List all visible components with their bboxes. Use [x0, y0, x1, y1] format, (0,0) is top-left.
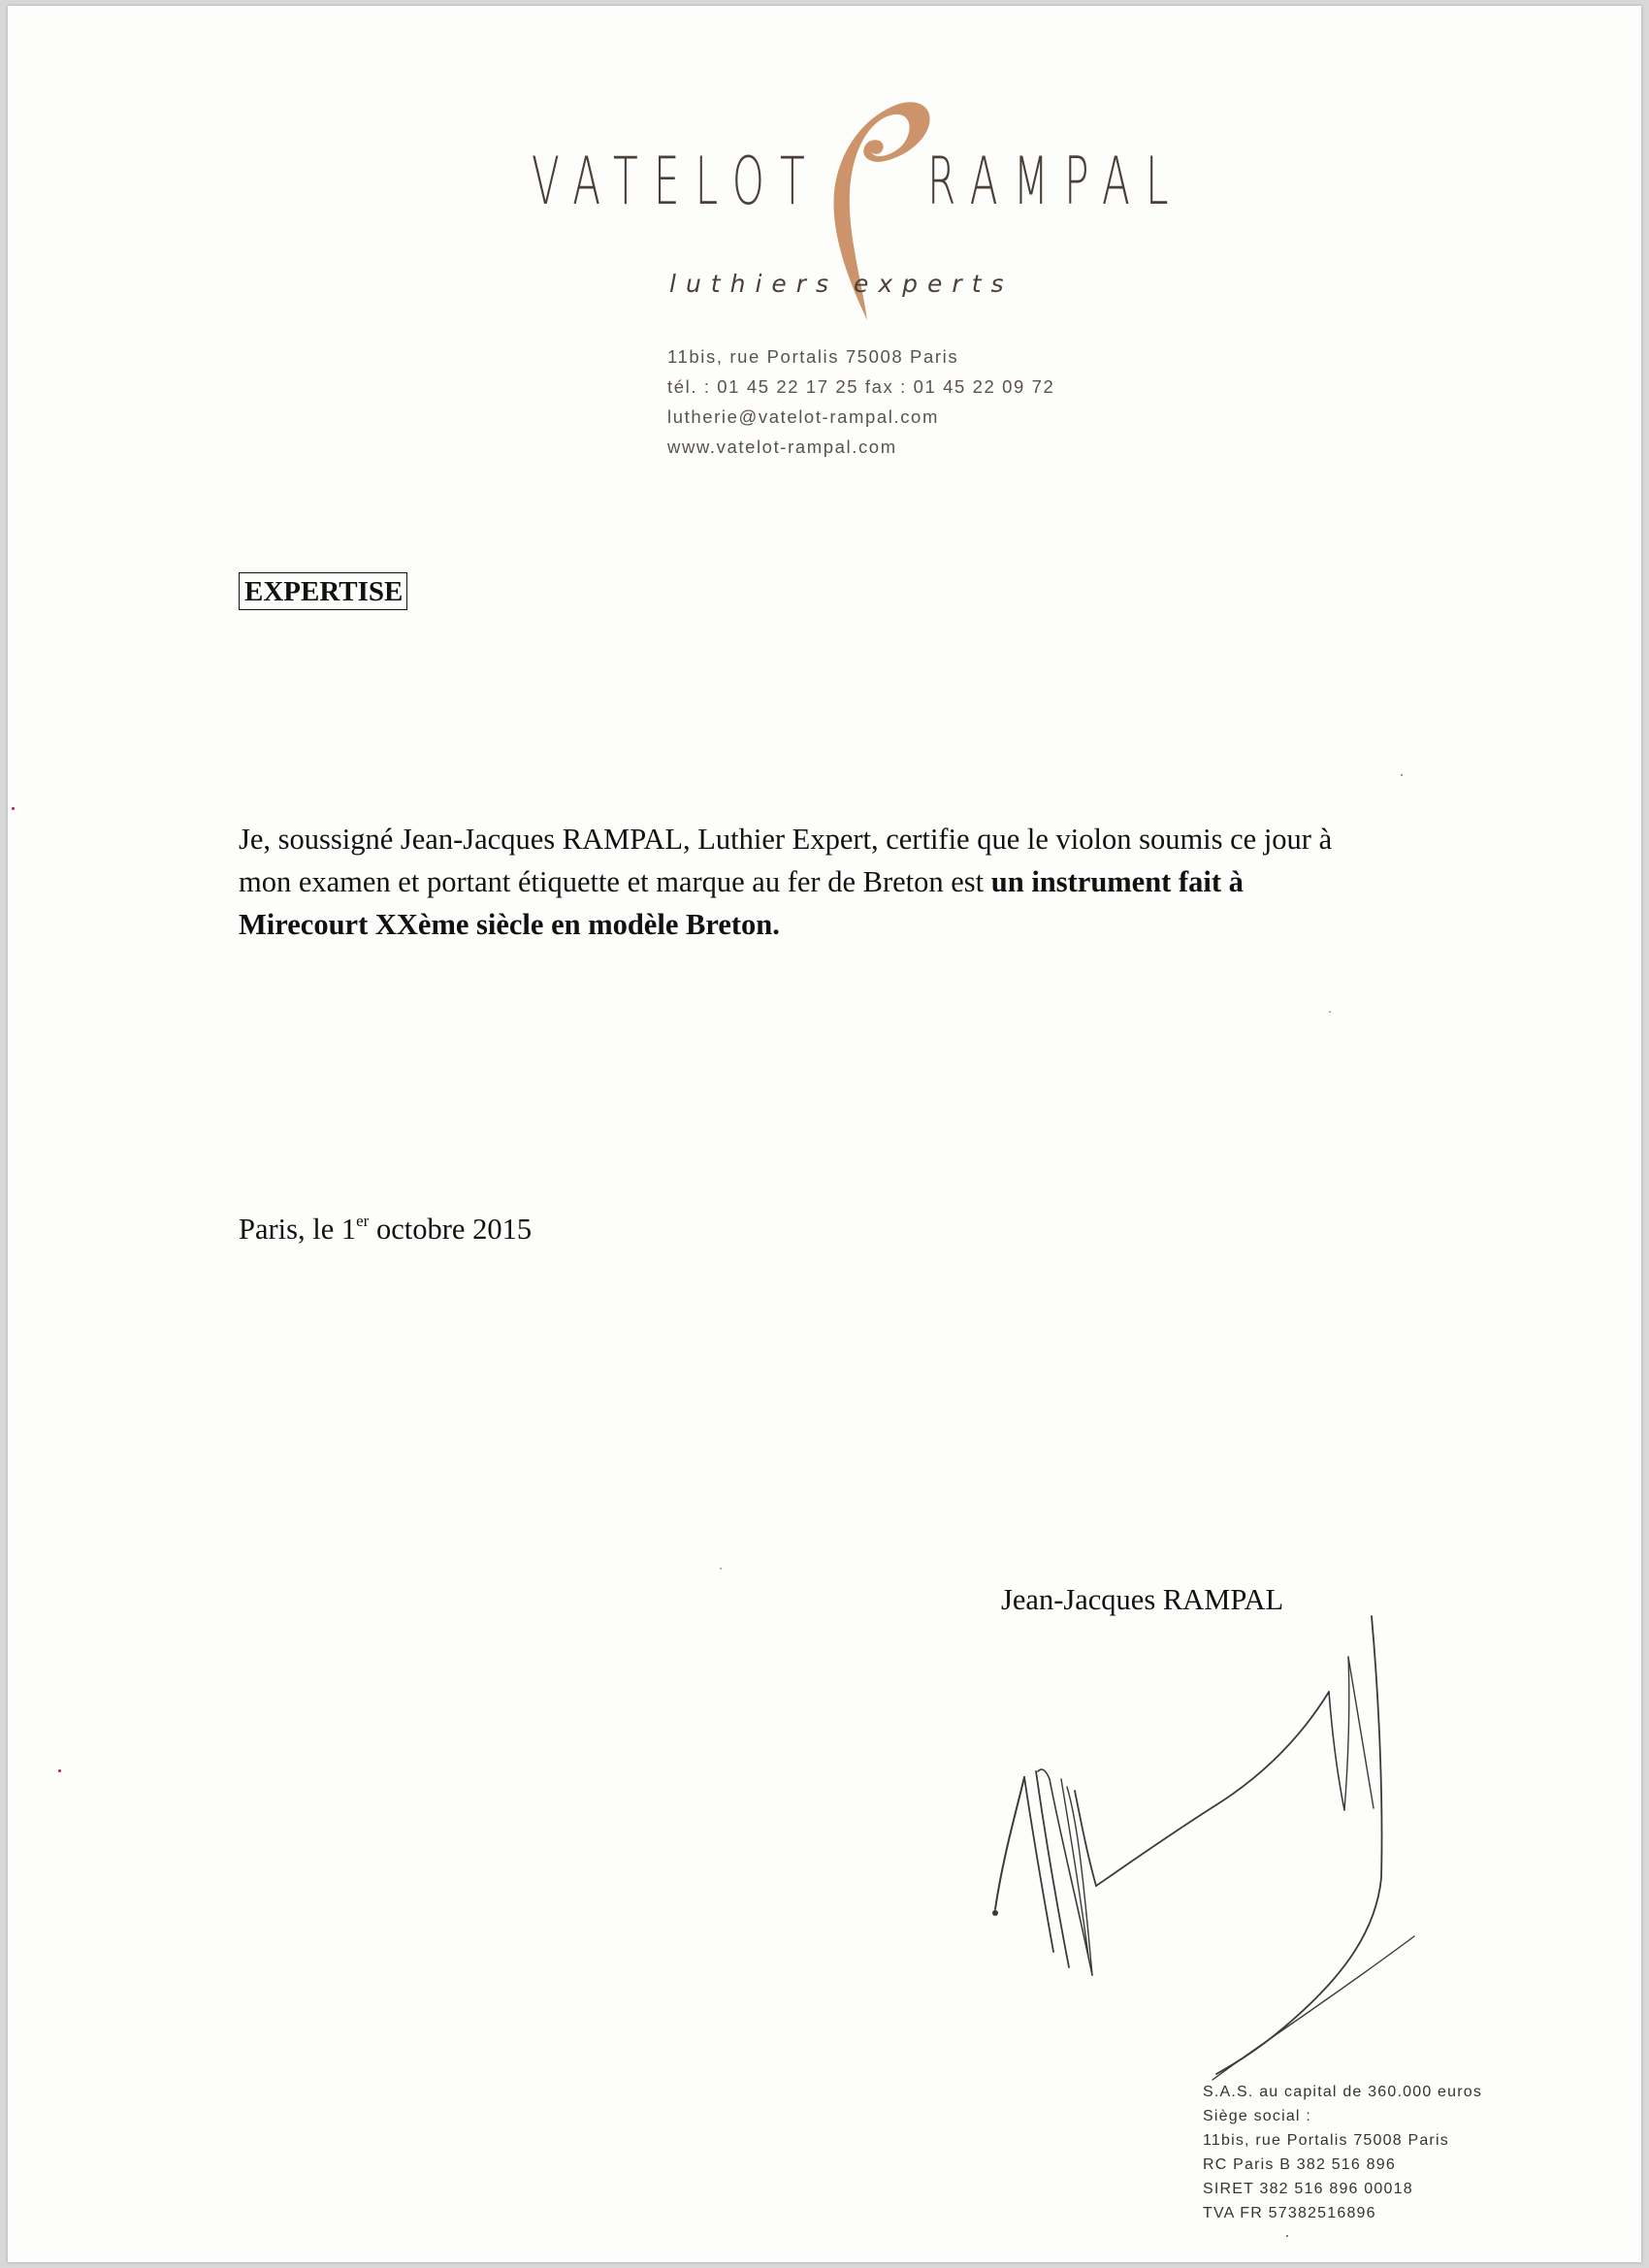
footer-address: 11bis, rue Portalis 75008 Paris [1203, 2132, 1449, 2149]
contact-phone-fax: tél. : 01 45 22 17 25 fax : 01 45 22 09 72 [667, 376, 1055, 397]
scan-speck [720, 1568, 722, 1570]
contact-email: lutherie@vatelot-rampal.com [667, 406, 939, 427]
tagline-luthiers: luthiers [669, 270, 839, 298]
document-page [8, 6, 1641, 2262]
scan-speck [12, 807, 15, 810]
document-title: EXPERTISE [239, 572, 407, 610]
paragraph-line-2-text: mon examen et portant étiquette et marque au fer de Breton est [239, 865, 991, 898]
brand-name-left: VATELOT [532, 144, 821, 220]
paragraph-line-2 [239, 860, 1500, 903]
contact-address: 11bis, rue Portalis 75008 Paris [667, 346, 959, 367]
signatory-name: Jean-Jacques RAMPAL [1001, 1583, 1284, 1616]
paragraph-line-1: Je, soussigné Jean-Jacques RAMPAL, Luthier Expert, certifie que le violon soumis ce jour à [239, 823, 1333, 856]
footer-vat: TVA FR 57382516896 [1203, 2205, 1376, 2221]
date-prefix: Paris, le 1 [239, 1213, 357, 1246]
scan-speck [1286, 2235, 1288, 2237]
company-footer [1203, 2080, 1482, 2225]
footer-rc: RC Paris B 382 516 896 [1203, 2156, 1396, 2173]
scan-speck [58, 1769, 61, 1772]
brand-name-right: RAMPAL [927, 144, 1184, 220]
scan-speck [1329, 1011, 1331, 1013]
contact-block [667, 341, 1054, 462]
tagline-experts: experts [854, 270, 1014, 298]
contact-website: www.vatelot-rampal.com [667, 437, 897, 457]
footer-capital: S.A.S. au capital de 360.000 euros [1203, 2084, 1483, 2100]
letterhead [8, 6, 1641, 336]
paragraph-line-3 [239, 903, 1500, 946]
certification-paragraph [239, 818, 1500, 946]
date-superscript: er [356, 1212, 370, 1230]
footer-head-office-label: Siège social : [1203, 2108, 1311, 2124]
date-line [239, 1213, 532, 1247]
paragraph-line-3-bold: Mirecourt XXème siècle en modèle Breton. [239, 908, 780, 941]
footer-siret: SIRET 382 516 896 00018 [1203, 2181, 1413, 2197]
paragraph-line-2-bold: un instrument fait à [990, 865, 1244, 898]
scan-speck [1401, 774, 1403, 776]
date-suffix: octobre 2015 [369, 1213, 533, 1246]
handwritten-signature [968, 1548, 1531, 2091]
